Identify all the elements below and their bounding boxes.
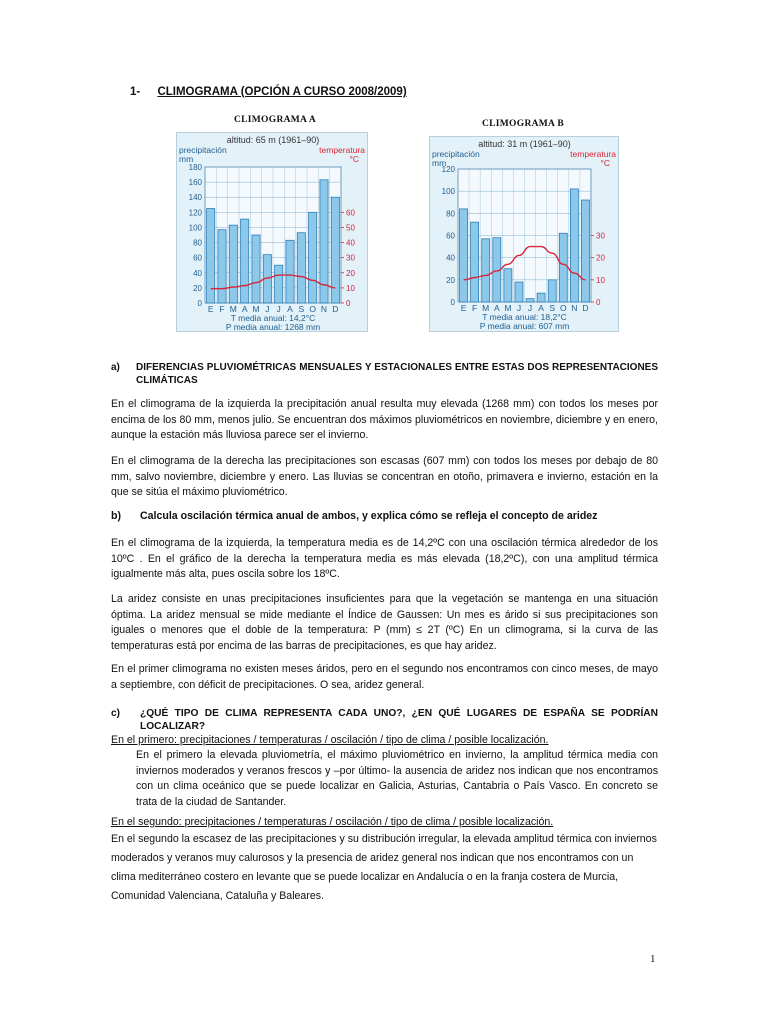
chart-a-xtick-label: J	[265, 304, 270, 314]
chart-b-ytick-left: 0	[450, 298, 455, 307]
chart-a-bar-o-9	[309, 212, 317, 303]
chart-a-xtick-label: E	[207, 304, 214, 314]
chart-b-bar-a-7	[537, 293, 545, 302]
chart-a-ytick-right: 10	[346, 283, 355, 293]
chart-b-yunit-left: mm	[432, 158, 447, 168]
section-c-paragraph-2-line-1: En el segundo la escasez de las precipitaciones y su distribución irregular, la elevada amplitud térmica con inviernos	[111, 833, 657, 845]
chart-b-xtick-label: S	[549, 303, 556, 313]
chart-a-xtick-label: A	[287, 304, 293, 314]
chart-a-ytick-left: 60	[193, 253, 202, 263]
section-b-paragraph-3: En el primer climograma no existen meses áridos, pero en el segundo nos encontramos con cinco meses, de mayo a septiembre, con déficit de precipitaciones. O sea, aridez general.	[111, 663, 658, 691]
chart-b-bar-j-6	[526, 299, 534, 302]
chart-b-xtick-label: N	[571, 303, 578, 313]
chart-a-xtick-label: F	[219, 304, 225, 314]
chart-a-xtick-label: D	[332, 304, 339, 314]
chart-b-ytick-left: 40	[446, 253, 455, 263]
chart-b-ytick-left: 80	[446, 209, 455, 219]
chart-a-xtick-label: M	[229, 304, 237, 314]
chart-b-xtick-label: F	[472, 303, 478, 313]
section-b-title: Calcula oscilación térmica anual de ambos, y explica cómo se refleja el concepto de aridez	[140, 510, 598, 522]
chart-a-bar-m-4	[252, 235, 260, 303]
chart-a-bar-j-6	[275, 265, 283, 303]
section-b-heading	[111, 510, 658, 523]
chart-a-ytick-left: 100	[188, 223, 202, 233]
chart-b-ytick-right: 0	[596, 298, 601, 307]
chart-b-xtick-label: M	[504, 303, 512, 313]
chart-b-bar-n-10	[570, 189, 578, 302]
section-a-paragraph-2: En el climograma de la derecha las precipitaciones son escasas (607 mm) con todos los meses por debajo de 80 mm, salvo noviembre, diciembre y enero. Las lluvias se concentran en otoño, primavera e invierno, estación en la que se sitúa el máximo pluviométrico.	[111, 455, 658, 498]
heading-title: CLIMOGRAMA (OPCIÓN A CURSO 2008/2009)	[157, 86, 407, 98]
chart-a-xtick-label: A	[241, 304, 248, 314]
chart-b-ytick-left: 100	[441, 187, 455, 197]
chart-a-bar-a-3	[241, 219, 249, 303]
section-c-paragraph-2	[111, 830, 658, 906]
chart-a-bar-s-8	[297, 233, 305, 303]
section-c-heading	[111, 707, 658, 733]
chart-a-ytick-left: 160	[188, 178, 202, 188]
chart-b-svg	[430, 137, 618, 331]
section-c-title: ¿QUÉ TIPO DE CLIMA REPRESENTA CADA UNO?, ¿EN QUÉ LUGARES DE ESPAÑA SE PODRÍAN LOCALIZAR?	[140, 708, 658, 732]
chart-b-xtick-label: A	[493, 303, 500, 313]
chart-a-title: CLIMOGRAMA A	[234, 115, 316, 125]
chart-b-note-0: T media anual: 18,2°C	[482, 312, 567, 322]
chart-a-note-0: T media anual: 14,2°C	[230, 313, 316, 323]
chart-a-ytick-left: 120	[188, 208, 202, 218]
chart-b-ytick-left: 120	[441, 165, 455, 174]
section-c-paragraph-2-line-2: moderados y veranos muy calurosos y la presencia de aridez general nos indican que nos encontramos con un	[111, 852, 634, 864]
chart-a-yunit-right: °C	[349, 154, 359, 164]
chart-a-bar-f-1	[218, 230, 226, 303]
chart-a-bar-a-7	[286, 240, 294, 303]
chart-b-ytick-left: 20	[446, 275, 455, 285]
chart-a-ylabel-right: temperatura	[319, 145, 365, 155]
chart-b-bar-d-11	[581, 200, 589, 302]
section-c-label: c)	[111, 708, 121, 719]
chart-a-ytick-left: 0	[197, 299, 202, 308]
chart-a-ytick-right: 30	[346, 253, 355, 263]
chart-a-ytick-left: 80	[193, 238, 202, 248]
chart-a-bar-m-2	[229, 225, 237, 303]
chart-a-xtick-label: J	[276, 304, 281, 314]
chart-a-note-1: P media anual: 1268 mm	[225, 322, 321, 331]
chart-a-xtick-label: M	[252, 304, 260, 314]
heading-number: 1-	[130, 86, 141, 98]
chart-b-xtick-label: E	[460, 303, 467, 313]
chart-b-yunit-right: °C	[600, 158, 610, 168]
chart-a-panel	[176, 132, 368, 332]
chart-a-svg	[177, 133, 367, 331]
chart-b-bar-m-2	[482, 239, 490, 302]
section-b-label: b)	[111, 510, 121, 522]
chart-b-xtick-label: M	[482, 303, 490, 313]
section-b-paragraph-1: En el climograma de la izquierda, la temperatura media es de 14,2ºC con una oscilación térmica alrededor de los 10ºC . En el gráfico de la derecha la temperatura media es más elevada (18,2ºC), con una amplitud térmica igualmente más alta, pues oscila sobre los 18ºC.	[111, 537, 658, 580]
section-a-heading	[111, 361, 658, 387]
chart-a-xtick-label: N	[320, 304, 328, 314]
chart-a-ytick-right: 50	[346, 223, 355, 233]
page-number: 1	[650, 953, 656, 965]
chart-b-bar-e-0	[460, 209, 468, 302]
chart-a-yunit-left: mm	[179, 154, 194, 164]
chart-b-xtick-label: A	[538, 303, 544, 313]
section-c-paragraph-2-line-4: Comunidad Valenciana, Cataluña y Baleares.	[111, 890, 324, 902]
chart-b-subtitle: altitud: 31 m (1961–90)	[478, 139, 571, 149]
section-a-title: DIFERENCIAS PLUVIOMÉTRICAS MENSUALES Y ESTACIONALES ENTRE ESTAS DOS REPRESENTACIONES CLIMÁTICAS	[136, 362, 658, 386]
chart-b-panel	[429, 136, 619, 332]
chart-a-ytick-right: 20	[346, 268, 355, 278]
chart-b-bar-o-9	[559, 233, 567, 302]
chart-a-ylabel-left: precipitación	[179, 145, 227, 155]
chart-a-ytick-left: 20	[193, 283, 202, 293]
chart-b-bar-m-4	[504, 269, 512, 302]
document-heading	[130, 86, 407, 98]
chart-a-ytick-left: 40	[193, 268, 202, 278]
chart-a-ytick-left: 140	[188, 193, 202, 203]
chart-b-xtick-label: O	[559, 303, 567, 313]
chart-b-note-1: P media anual: 607 mm	[479, 321, 570, 331]
section-a-label: a)	[111, 362, 120, 373]
section-c-subheading-2: En el segundo: precipitaciones / temperaturas / oscilación / tipo de clima / posible localización.	[111, 816, 554, 828]
chart-b-xtick-label: J	[527, 303, 533, 313]
section-a-paragraph-1: En el climograma de la izquierda la precipitación anual resulta muy elevada (1268 mm) con todos los meses por encima de los 80 mm, menos julio. Se encuentran dos máximos pluviométricos en noviembre, diciembre y en enero, aunque la estación más lluviosa parece ser el invierno.	[111, 398, 658, 441]
section-c-paragraph-2-line-3: clima mediterráneo costero en levante que se puede localizar en Andalucía o en la franja costera de Murcia,	[111, 871, 619, 883]
chart-a-ytick-right: 0	[346, 299, 351, 308]
chart-a-ytick-right: 40	[346, 238, 355, 248]
chart-b-xtick-label: J	[516, 303, 522, 313]
chart-a-xtick-label: S	[298, 304, 305, 314]
chart-b-bar-f-1	[471, 222, 479, 302]
section-c-paragraph-1: En el primero la elevada pluviometría, el máximo pluviométrico en invierno, la amplitud térmica media con inviernos moderados y veranos frescos y –por último- la ausencia de aridez nos indican que nos encontramos con un clima oceánico que se puede localizar en Galicia, Asturias, Cantabria o País Vasco. En concreto se trata de la ciudad de Santander.	[136, 749, 658, 808]
chart-b-ytick-left: 60	[446, 231, 455, 241]
section-b-paragraph-2: La aridez consiste en unas precipitaciones insuficientes para que la vegetación se mantenga en una situación óptima. La aridez mensual se mide mediante el Índice de Gaussen: Un mes es árido si sus precipitaciones son iguales o menores que el doble de la temperatura: P (mm) ≤ 2T (ºC) En un climograma, si la curva de las temperaturas está por encima de las barras de precipitaciones, es que hay aridez.	[111, 593, 658, 652]
section-c-subheading-1: En el primero: precipitaciones / temperaturas / oscilación / tipo de clima / posible localización.	[111, 734, 549, 746]
chart-b-ytick-right: 10	[596, 275, 605, 285]
chart-b-ytick-right: 20	[596, 253, 605, 263]
chart-a-subtitle: altitud: 65 m (1961–90)	[226, 135, 320, 145]
chart-b-bar-s-8	[548, 280, 556, 302]
chart-b-ylabel-left: precipitación	[432, 149, 480, 159]
chart-b-bar-j-5	[515, 282, 523, 302]
chart-a-ytick-left: 180	[188, 163, 202, 172]
chart-b-ytick-right: 30	[596, 231, 605, 241]
chart-b-xtick-label: D	[582, 303, 589, 313]
chart-a-xtick-label: O	[309, 304, 316, 314]
chart-a-ytick-right: 60	[346, 208, 355, 218]
chart-b-title: CLIMOGRAMA B	[482, 119, 564, 129]
chart-b-ylabel-right: temperatura	[570, 149, 616, 159]
